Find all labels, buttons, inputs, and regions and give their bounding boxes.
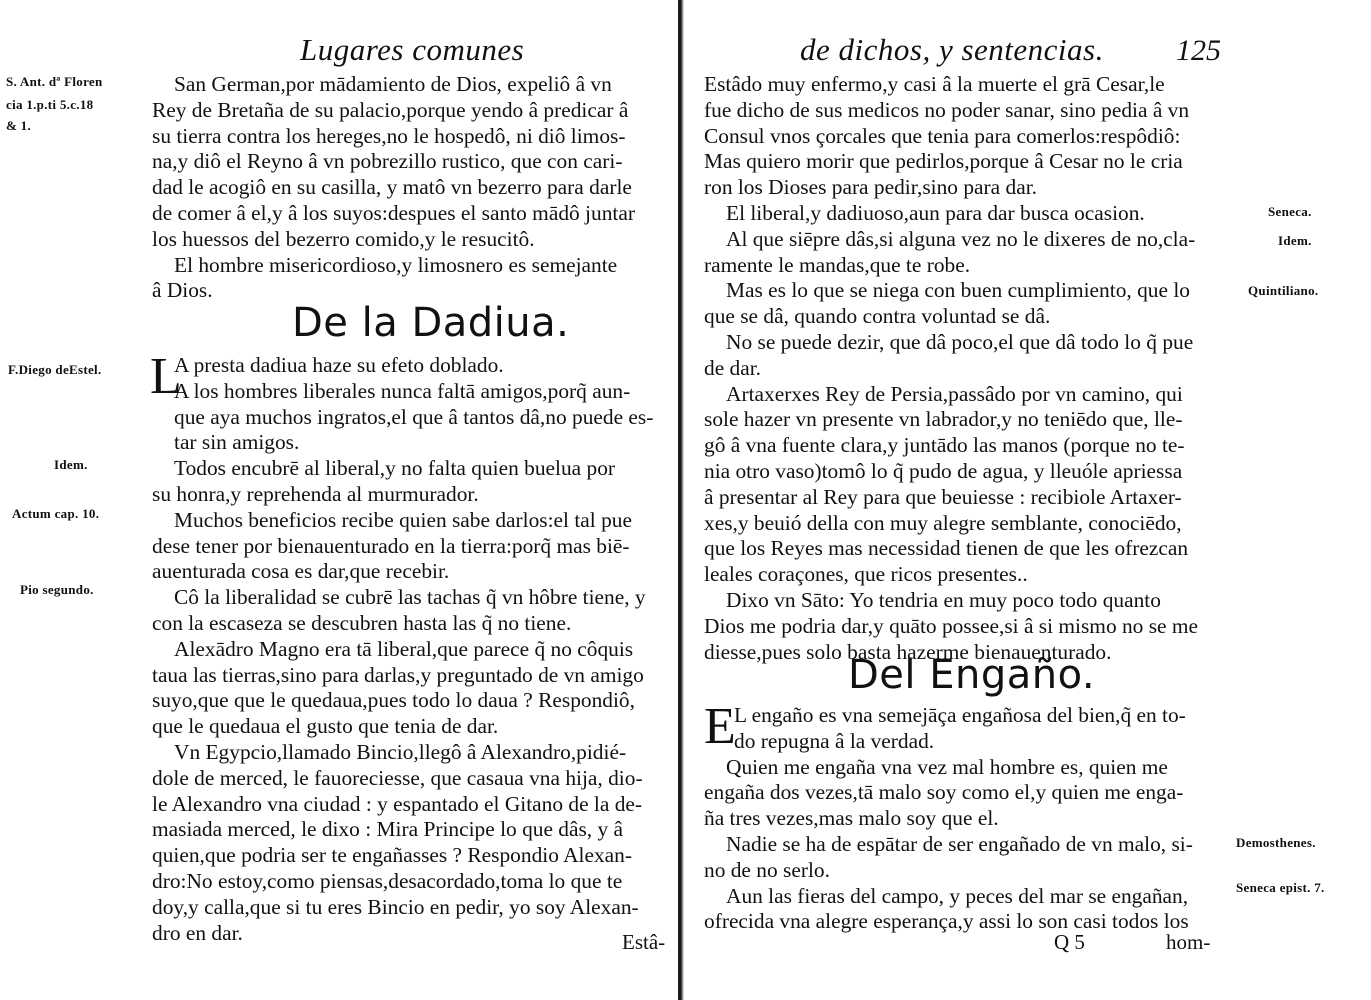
margin-note: Quintiliano. — [1248, 283, 1319, 298]
text-line: Al que siēpre dâs,si alguna vez no le dixeres de no,cla- — [726, 226, 1196, 251]
text-line: engaña dos vezes,tā malo soy como el,y quien me enga- — [704, 780, 1184, 805]
text-line: Mas quiero morir que pedirlos,porque â Cesar no le cria — [704, 149, 1183, 174]
text-line: xes,y beuió della con muy alegre semblante, conociēdo, — [704, 510, 1182, 535]
text-line: dro en dar. — [152, 920, 243, 945]
text-line: El liberal,y dadiuoso,aun para dar busca ocasion. — [726, 200, 1145, 225]
margin-note: Demosthenes. — [1236, 835, 1316, 850]
text-line: masiada merced, le dixo : Mira Principe lo que dâs, y â — [152, 817, 624, 842]
text-line: A los hombres liberales nunca faltā amigos,porq̃ aun- — [174, 378, 631, 403]
left-page — [0, 0, 680, 1000]
text-line: suyo,que que le quedaua,pues todo lo daua ? Respondiô, — [152, 688, 635, 713]
book-gutter — [678, 0, 684, 1000]
signature-mark: Q 5 — [1054, 930, 1085, 954]
margin-note: S. Ant. dª Floren — [6, 74, 103, 89]
margin-note: Seneca epist. 7. — [1236, 880, 1325, 895]
text-line: que le quedaua el gusto que tenia de dar. — [152, 714, 499, 739]
margin-note: cia 1.p.ti 5.c.18 — [6, 97, 94, 112]
text-line: que aya muchos ingratos,el que â tantos dâ,no puede es- — [174, 404, 654, 429]
text-line: que los Reyes mas necessidad tienen de que les ofrezcan — [704, 536, 1189, 561]
text-line: con la escaseza se descubren hasta las q̃ no tiene. — [152, 610, 572, 635]
text-line: Aun las fieras del campo, y peces del mar se engañan, — [726, 883, 1189, 908]
margin-note: Seneca. — [1268, 204, 1312, 219]
left-running-head: Lugares comunes — [300, 32, 525, 67]
text-line: fue dicho de sus medicos no poder sanar, sino pedia â vn — [704, 97, 1190, 122]
text-line: do repugna â la verdad. — [734, 728, 935, 753]
page-number: 125 — [1176, 34, 1221, 67]
text-line: ramente le mandas,que te robe. — [704, 252, 971, 277]
text-line: dole de merced, le fauoreciesse, que casaua vna hija, dio- — [152, 765, 643, 790]
text-line: â Dios. — [152, 278, 213, 303]
text-line: los huessos del bezerro comido,y le resucitô. — [152, 226, 535, 251]
margin-note: Actum cap. 10. — [12, 506, 100, 521]
right-catchword: hom- — [1166, 930, 1211, 954]
drop-cap: E — [704, 698, 736, 755]
text-line: Artaxerxes Rey de Persia,passâdo por vn camino, qui — [726, 381, 1183, 406]
right-page — [688, 0, 1371, 1000]
left-catchword: Estâ- — [622, 930, 666, 954]
text-line: A presta dadiua haze su efeto doblado. — [174, 353, 504, 377]
text-line: San German,por mādamiento de Dios, expeliô â vn — [174, 72, 612, 96]
section-heading-dadiua: De la Dadiua. — [292, 300, 570, 346]
text-line: diesse,pues solo basta hazerme bienauenturado. — [704, 639, 1112, 664]
left-text-block-2 — [150, 348, 654, 946]
margin-note: Pio segundo. — [20, 582, 94, 597]
text-line: Dios me podria dar,y quāto possee,si â si mismo no se me — [704, 613, 1199, 638]
text-line: de comer â el,y â los suyos:despues el santo mādô juntar — [152, 200, 635, 225]
text-line: Dixo vn Sāto: Yo tendria en muy poco todo quanto — [726, 587, 1161, 612]
text-line: leales coraçones, que ricos presentes.. — [704, 562, 1028, 587]
right-text-block-1 — [704, 72, 1198, 665]
text-line: â presentar al Rey para que beuiesse : recibiole Artaxer- — [704, 484, 1182, 509]
margin-note: & 1. — [6, 118, 32, 133]
text-line: na,y diô el Reyno â vn pobrezillo rustico, que con cari- — [152, 149, 623, 174]
text-line: dese tener por bienauenturado en la tierra:porq̃ mas biē- — [152, 533, 630, 558]
right-running-head: de dichos, y sentencias. — [800, 32, 1104, 67]
text-line: Cô la liberalidad se cubrē las tachas q̃ vn hôbre tiene, y — [174, 585, 646, 610]
text-line: de dar. — [704, 355, 762, 380]
text-line: No se puede dezir, que dâ poco,el que dâ todo lo q̃ pue — [726, 329, 1194, 354]
left-text-block-1 — [152, 72, 635, 304]
margin-note: F.Diego deEstel. — [8, 362, 102, 377]
text-line: su honra,y reprehenda al murmurador. — [152, 481, 479, 506]
text-line: Quien me engaña vna vez mal hombre es, quien me — [726, 754, 1168, 779]
right-text-block-2 — [704, 698, 1193, 935]
text-line: Muchos beneficios recibe quien sabe darlos:el tal pue — [174, 507, 632, 532]
text-line: doy,y calla,que si tu eres Bincio en pedir, yo soy Alexan- — [152, 894, 639, 919]
text-line: tar sin amigos. — [174, 430, 300, 455]
text-line: ofrecida vna alegre esperança,y assi lo son casi todos los — [704, 909, 1189, 934]
text-line: dad le acogiô en su casilla, y matô vn bezerro para darle — [152, 175, 632, 200]
text-line: Rey de Bretaña de su palacio,porque yendo â predicar â — [152, 97, 629, 122]
text-line: Estâdo muy enfermo,y casi â la muerte el grā Cesar,le — [704, 72, 1165, 96]
text-line: Nadie se ha de espātar de ser engañado de vn malo, si- — [726, 831, 1193, 856]
margin-note: Idem. — [1278, 233, 1312, 248]
text-line: Mas es lo que se niega con buen cumplimiento, que lo — [726, 278, 1190, 303]
text-line: quien,que podria ser te engañasses ? Respondio Alexan- — [152, 843, 632, 868]
text-line: Vn Egypcio,llamado Bincio,llegô â Alexandro,pidié- — [174, 739, 627, 764]
text-line: que se dâ, quando contra voluntad se dâ. — [704, 304, 1051, 329]
drop-cap: L — [150, 348, 182, 405]
section-heading-engano: Del Engaño. — [848, 652, 1096, 698]
text-line: Alexādro Magno era tā liberal,que parece q̃ no côquis — [174, 636, 634, 661]
text-line: ron los Dioses para pedir,sino para dar. — [704, 175, 1037, 200]
text-line: Consul vnos çorcales que tenia para comerlos:respôdiô: — [704, 123, 1181, 148]
text-line: auenturada cosa es dar,que recebir. — [152, 559, 450, 584]
text-line: taua las tierras,sino para darlas,y preguntado de vn amigo — [152, 662, 644, 687]
text-line: L engaño es vna semejāça engañosa del bien,q̃ en to- — [734, 703, 1186, 727]
text-line: sole hazer vn presente vn labrador,y no teniēdo que, lle- — [704, 407, 1183, 432]
text-line: no de no serlo. — [704, 857, 830, 882]
text-line: dro:No estoy,como piensas,desacordado,toma lo que te — [152, 868, 623, 893]
text-line: ña tres vezes,mas malo soy que el. — [704, 806, 999, 831]
text-line: nia otro vaso)tomô lo q̃ pudo de agua, y lleuóle apriessa — [704, 458, 1183, 483]
text-line: su tierra contra los hereges,no le hospedô, ni diô limos- — [152, 123, 626, 148]
text-line: Todos encubrē al liberal,y no falta quien buelua por — [174, 456, 616, 481]
margin-note: Idem. — [54, 457, 88, 472]
text-line: le Alexandro vna ciudad : y espantado el Gitano de la de- — [152, 791, 643, 816]
text-line: gô â vna fuente clara,y juntādo las manos (porque no te- — [704, 433, 1185, 458]
text-line: El hombre misericordioso,y limosnero es semejante — [174, 252, 618, 277]
